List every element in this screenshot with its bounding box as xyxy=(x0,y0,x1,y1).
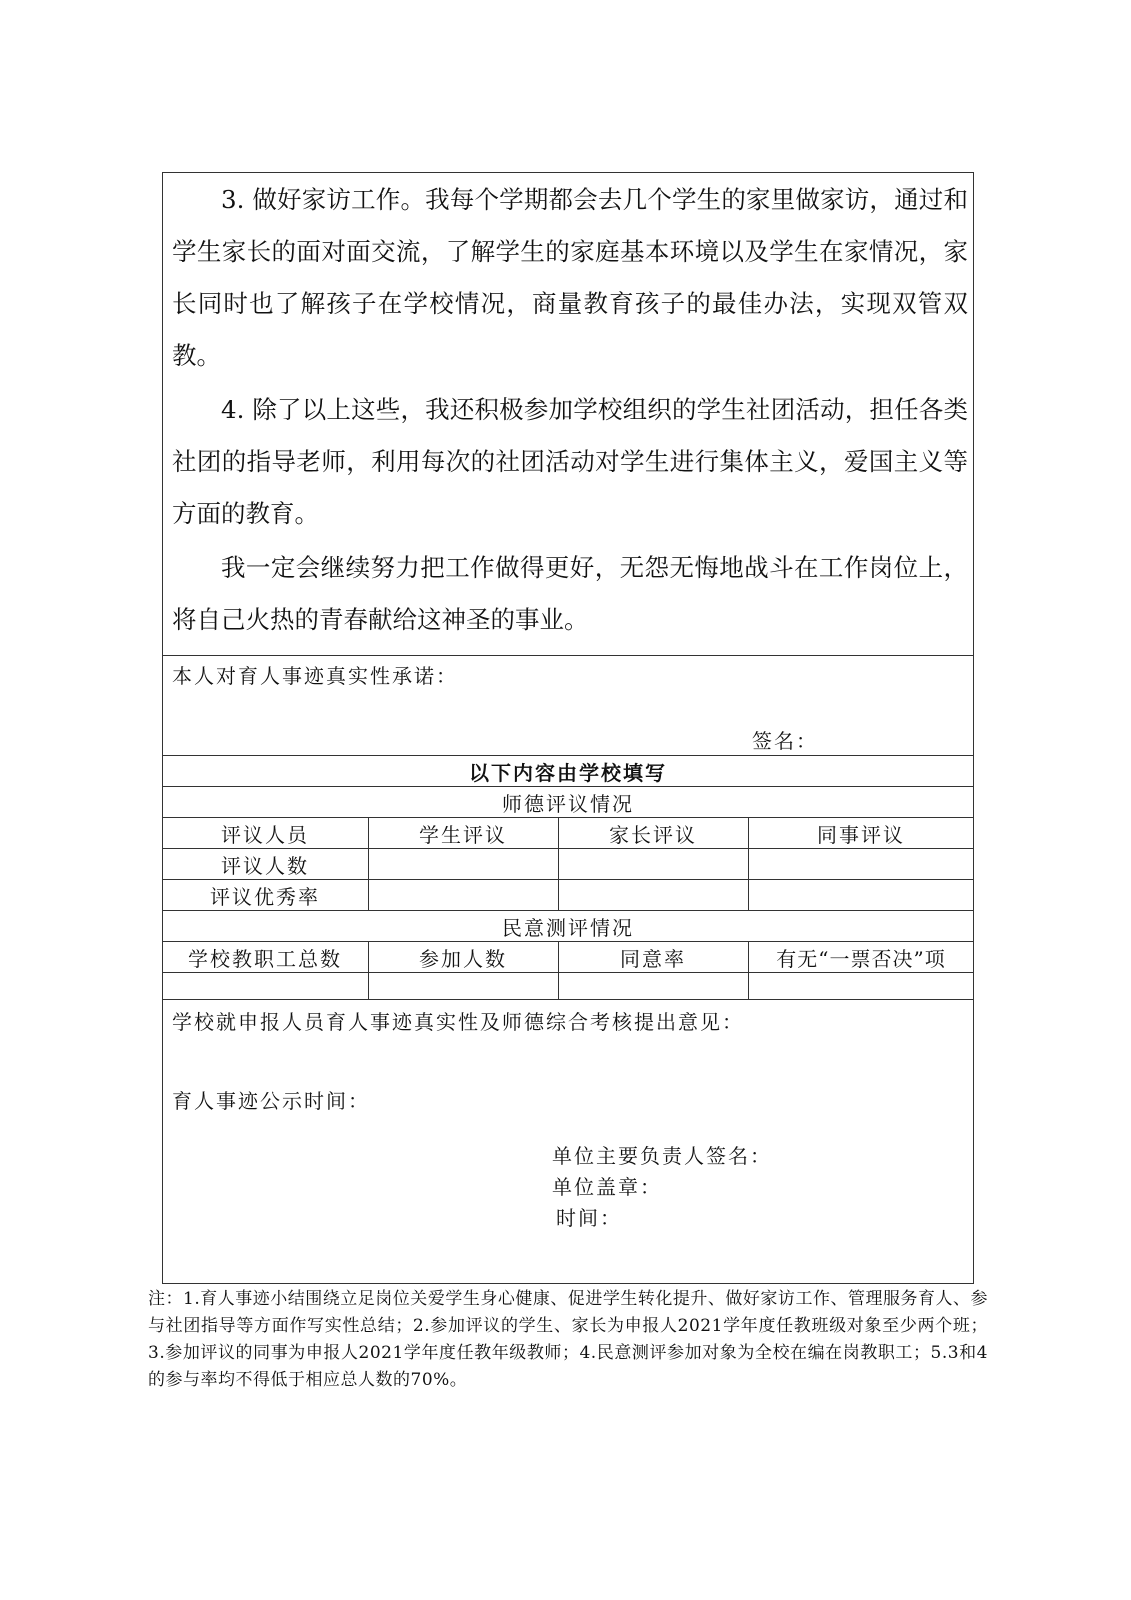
ethics-cell[interactable] xyxy=(748,849,974,879)
survey-cell[interactable] xyxy=(162,973,368,999)
column-divider xyxy=(558,942,559,999)
column-divider xyxy=(558,818,559,910)
commitment-label: 本人对育人事迹真实性承诺： xyxy=(172,664,458,688)
ethics-cell[interactable] xyxy=(368,880,558,910)
school-section-header: 以下内容由学校填写 xyxy=(469,760,667,785)
seal-label: 单位盖章： xyxy=(552,1175,662,1199)
ethics-title: 师德评议情况 xyxy=(502,791,634,816)
leader-signature-label: 单位主要负责人签名： xyxy=(552,1144,772,1168)
survey-col-header: 有无“一票否决”项 xyxy=(776,946,946,971)
ethics-col-header: 评议人员 xyxy=(221,822,309,847)
ethics-cell[interactable] xyxy=(368,849,558,879)
ethics-col-header: 同事评议 xyxy=(817,822,905,847)
survey-col-header: 学校教职工总数 xyxy=(188,946,342,971)
column-divider xyxy=(748,818,749,910)
signature-label: 签名： xyxy=(752,729,818,753)
survey-cell[interactable] xyxy=(558,973,748,999)
narrative-paragraph-3: 我一定会继续努力把工作做得更好，无怨无悔地战斗在工作岗位上，将自己火热的青春献给这神圣的事业。 xyxy=(172,553,968,634)
ethics-cell[interactable] xyxy=(558,849,748,879)
column-divider xyxy=(368,942,369,999)
ethics-cell[interactable] xyxy=(558,880,748,910)
ethics-col-header: 家长评议 xyxy=(609,822,697,847)
divider xyxy=(162,655,974,656)
survey-cell[interactable] xyxy=(748,973,974,999)
ethics-row-label: 评议优秀率 xyxy=(210,884,320,909)
opinion-label: 学校就申报人员育人事迹真实性及师德综合考核提出意见： xyxy=(172,1010,744,1034)
survey-cell[interactable] xyxy=(368,973,558,999)
column-divider xyxy=(748,942,749,999)
date-label: 时间： xyxy=(556,1206,622,1230)
narrative-paragraph-1: 3. 做好家访工作。我每个学期都会去几个学生的家里做家访，通过和学生家长的面对面交流，了解学生的家庭基本环境以及学生在家情况，家长同时也了解孩子在学校情况，商量教育孩子的最佳办法，实现双管双教。 xyxy=(172,185,968,370)
ethics-cell[interactable] xyxy=(748,880,974,910)
narrative-text xyxy=(172,174,968,646)
divider xyxy=(162,999,974,1000)
narrative-paragraph-2: 4. 除了以上这些，我还积极参加学校组织的学生社团活动，担任各类社团的指导老师，利用每次的社团活动对学生进行集体主义，爱国主义等方面的教育。 xyxy=(172,395,968,528)
survey-col-header: 参加人数 xyxy=(419,946,507,971)
publicity-time-label: 育人事迹公示时间： xyxy=(172,1089,370,1113)
ethics-col-header: 学生评议 xyxy=(419,822,507,847)
ethics-row-label: 评议人数 xyxy=(221,853,309,878)
column-divider xyxy=(368,818,369,910)
footnote: 注：1.育人事迹小结围绕立足岗位关爱学生身心健康、促进学生转化提升、做好家访工作、管理服务育人、参与社团指导等方面作写实性总结；2.参加评议的学生、家长为申报人2021学年度任教班级对象至少两个班；3.参加评议的同事为申报人2021学年度任教年级教师；4.民意测评参加对象为全校在编在岗教职工；5.3和4的参与率均不得低于相应总人数的70%。 xyxy=(148,1289,988,1390)
survey-title: 民意测评情况 xyxy=(502,915,634,940)
survey-col-header: 同意率 xyxy=(620,946,686,971)
